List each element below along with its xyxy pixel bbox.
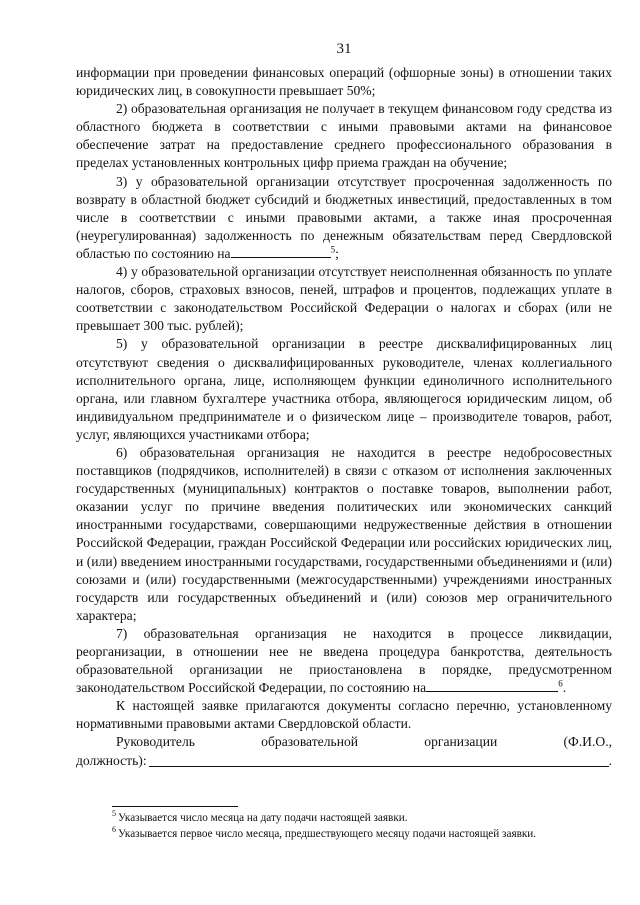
paragraph-text: 2) образовательная организация не получает в текущем финансовом году средства из областного бюджета в соответствии с иными правовыми актами на финансовое обеспечение затрат на предоставление среднего профессионального образования в пределах установленных контрольных цифр приема граждан на обучение;	[76, 101, 612, 171]
paragraph-tail: .	[562, 680, 567, 696]
document-body	[76, 64, 612, 733]
signature-line-2	[76, 752, 612, 770]
footnote-divider	[112, 806, 238, 807]
footnote-ref: 5	[330, 244, 336, 255]
date-blank	[426, 679, 558, 692]
paragraph-text: 7) образовательная организация не находится в процессе ликвидации, реорганизации, в отношении нее не введена процедура банкротства, деятельность образовательной организации не приостановлена в порядке, предусмотренном законодательством Российской Федерации, по состоянию на	[76, 625, 612, 696]
paragraph-text: 5) у образовательной организации в реестре дисквалифицированных лиц отсутствуют сведения о дисквалифицированных руководителе, членах коллегиального исполнительного органа, лице, исполняющем функции единоличного исполнительного органа, или главном бухгалтере участника отбора, являющегося юридическим лицом, об индивидуальном предпринимателе и о физическом лице – производителе товаров, работ, услуг, являющихся участниками отбора;	[76, 336, 612, 442]
paragraph	[76, 100, 612, 172]
paragraph	[76, 263, 612, 335]
paragraph	[76, 335, 612, 444]
footnote-ref: 6	[558, 678, 563, 689]
paragraph-text: информации при проведении финансовых операций (офшорные зоны) в отношении таких юридических лиц, в совокупности превышает 50%;	[76, 65, 612, 99]
paragraph-text: К настоящей заявке прилагаются документы согласно перечню, установленному нормативными правовыми актами Свердловской области.	[76, 698, 612, 732]
signature-tail: .	[608, 752, 612, 768]
signature-line-1: Руководитель образовательной организации (Ф.И.О.,	[116, 734, 612, 750]
signature-block	[76, 733, 612, 769]
footnote-text: Указывается первое число месяца, предшествующего месяцу подачи настоящей заявки.	[118, 827, 537, 840]
paragraph	[76, 444, 612, 625]
paragraph-tail: ;	[335, 245, 339, 261]
paragraph-text: 4) у образовательной организации отсутствует неисполненная обязанность по уплате налогов, сборов, страховых взносов, пеней, штрафов и процентов, подлежащих уплате в соответствии с законодательством Российской Федерации о налогах и сборах (или не превышает 300 тыс. рублей);	[76, 264, 612, 334]
footnotes	[112, 806, 612, 842]
paragraph-text: 3) у образовательной организации отсутствует просроченная задолженность по возврату в областной бюджет субсидий и бюджетных инвестиций, предоставленных в том числе в соответствии с иными правовыми актами, а также иная просроченная (неурегулированная) задолженность по денежным обязательствам перед Свердловской областью по состоянию на	[76, 173, 612, 261]
footnote	[112, 811, 612, 827]
paragraph-text: 6) образовательная организация не находится в реестре недобросовестных поставщиков (подрядчиков, исполнителей) в связи с отказом от исполнения заключенных государственных (муниципальных) контрактов о поставке товаров, выполнении работ, оказании услуг по причине введения политических или экономических санкций иностранными государствами, совершающими недружественные действия в отношении Российской Федерации, граждан Российской Федерации или российских юридических лиц, и (или) введением иностранными государствами, государственными объединениями и (или) союзами и (или) государственными (межгосударственными) учреждениями иностранных государств или государственных объединений и (или) союзов мер ограничительного характера;	[76, 444, 612, 623]
date-blank	[231, 245, 331, 258]
footnote	[112, 824, 612, 843]
page-number: 31	[336, 41, 352, 57]
signature-blank	[149, 753, 609, 767]
paragraph	[76, 173, 612, 263]
signature-position-label: должность):	[76, 752, 147, 768]
paragraph	[76, 625, 612, 697]
footnote-text: Указывается число месяца на дату подачи настоящей заявки.	[118, 812, 408, 824]
footnote-mark: 5	[112, 809, 116, 819]
paragraph	[76, 697, 612, 733]
paragraph	[76, 64, 612, 100]
footnote-mark: 6	[112, 824, 116, 834]
